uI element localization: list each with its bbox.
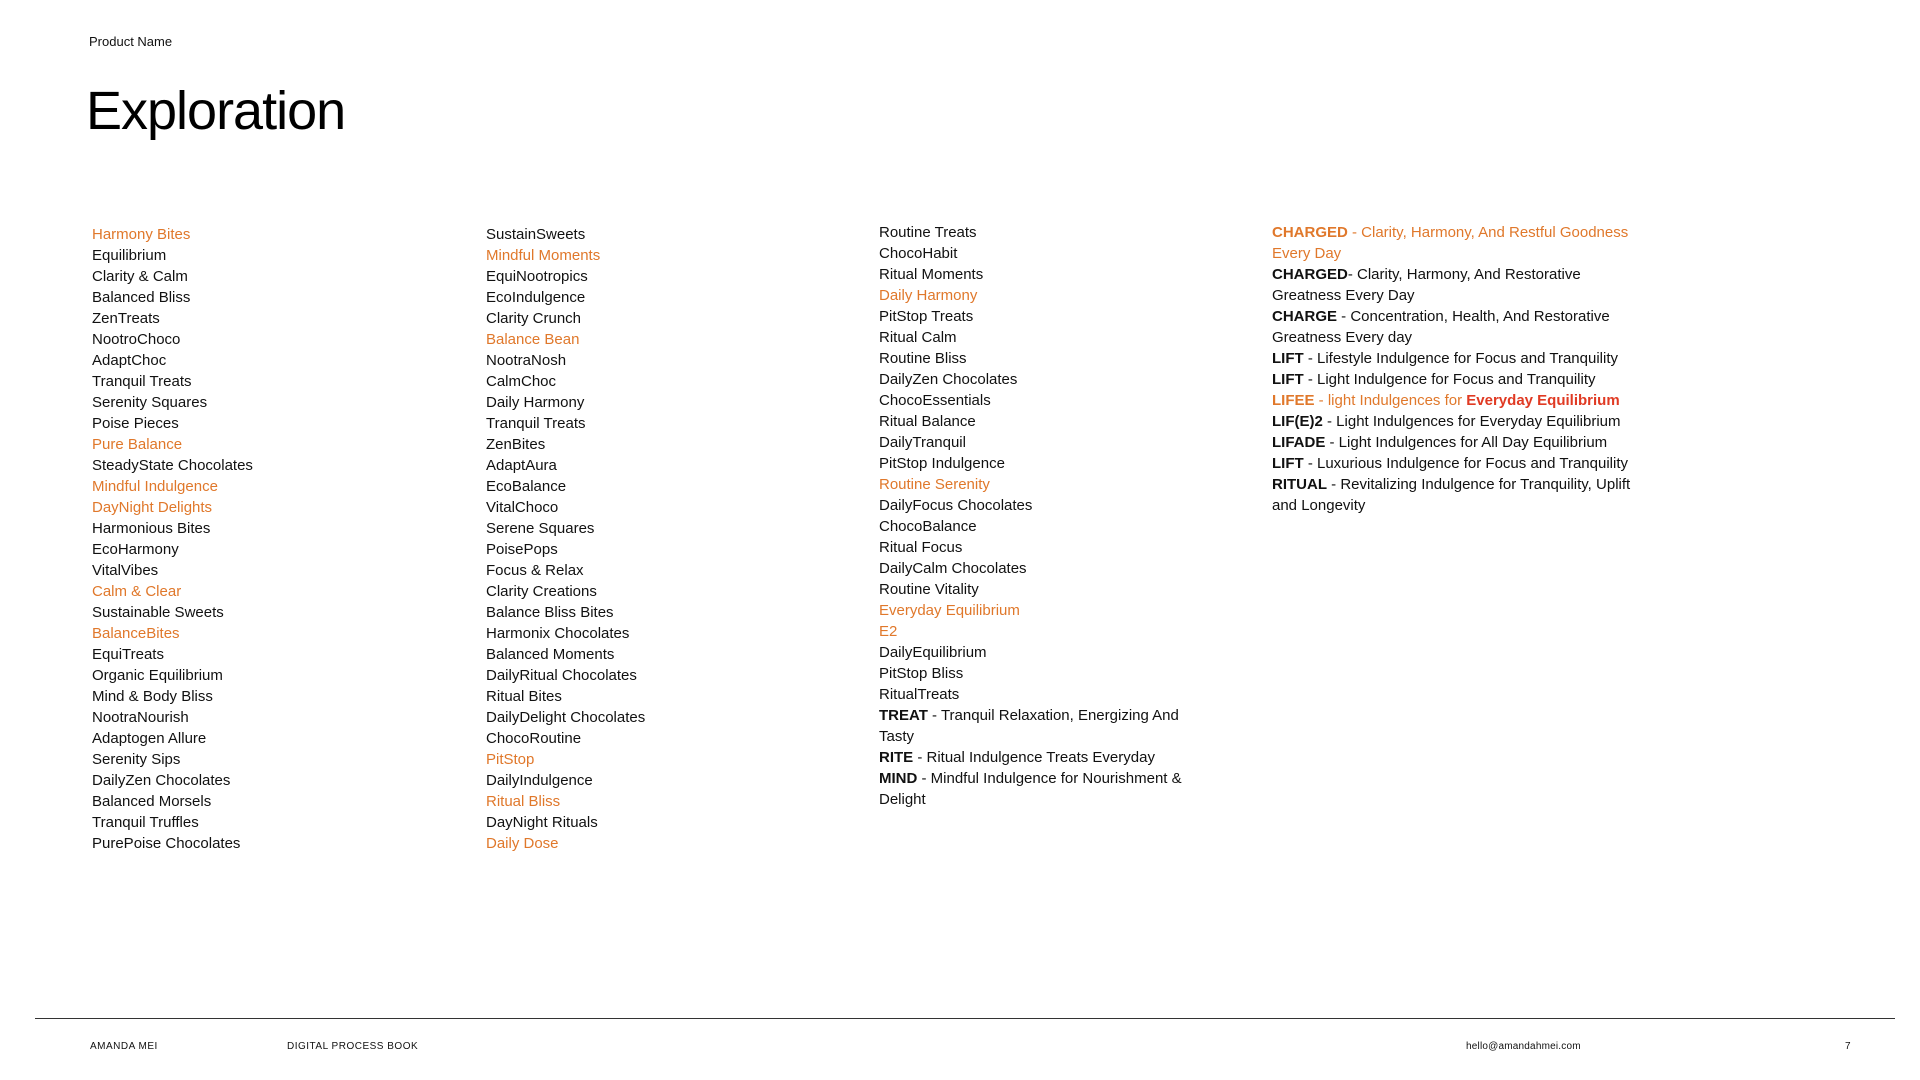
name-item: PitStop Bliss bbox=[879, 665, 964, 682]
name-item: EcoIndulgence bbox=[486, 289, 586, 306]
acronym-word: CHARGED bbox=[1272, 224, 1348, 241]
name-item: EcoHarmony bbox=[92, 541, 179, 558]
name-item: Balance Bliss Bites bbox=[486, 604, 614, 621]
acronym-description: - Light Indulgence for Focus and Tranquility bbox=[1303, 371, 1596, 388]
page-title: Exploration bbox=[86, 81, 346, 141]
name-item: ChocoBalance bbox=[879, 518, 977, 535]
name-item: SteadyState Chocolates bbox=[92, 457, 253, 474]
acronym-list-column-4 bbox=[1272, 222, 1632, 516]
name-item: Ritual Focus bbox=[879, 539, 963, 556]
acronym-description: - Tranquil Relaxation, Energizing And Tasty bbox=[879, 707, 1179, 745]
name-item: DailyEquilibrium bbox=[879, 644, 987, 661]
acronym-item bbox=[1272, 222, 1632, 264]
name-item: Serene Squares bbox=[486, 520, 595, 537]
acronym-item bbox=[1272, 474, 1632, 516]
name-item: Daily Dose bbox=[486, 835, 559, 852]
acronym-description: - Clarity, Harmony, And Restful Goodness Every Day bbox=[1272, 224, 1629, 262]
name-item: PurePoise Chocolates bbox=[92, 835, 241, 852]
name-item: Routine Bliss bbox=[879, 350, 967, 367]
name-item: NootraNosh bbox=[486, 352, 567, 369]
acronym-item bbox=[1272, 306, 1632, 348]
name-item: Routine Vitality bbox=[879, 581, 979, 598]
footer-book-title: DIGITAL PROCESS BOOK bbox=[287, 1041, 419, 1052]
name-item: Sustainable Sweets bbox=[92, 604, 224, 621]
acronym-word: CHARGE bbox=[1272, 308, 1338, 325]
name-item: VitalVibes bbox=[92, 562, 159, 579]
name-item: RitualTreats bbox=[879, 686, 960, 703]
name-list-column-2 bbox=[486, 224, 846, 854]
name-item: ZenBites bbox=[486, 436, 546, 453]
name-item: Balanced Morsels bbox=[92, 793, 212, 810]
name-item: Daily Harmony bbox=[486, 394, 585, 411]
name-item: DailyCalm Chocolates bbox=[879, 560, 1027, 577]
acronym-word: TREAT bbox=[879, 707, 928, 724]
name-item: Equilibrium bbox=[92, 247, 167, 264]
acronym-word: LIF(E)2 bbox=[1272, 413, 1323, 430]
name-item: Balance Bean bbox=[486, 331, 580, 348]
acronym-item bbox=[1272, 369, 1632, 390]
name-item: DailyIndulgence bbox=[486, 772, 593, 789]
name-item: Clarity Crunch bbox=[486, 310, 582, 327]
name-item: Ritual Calm bbox=[879, 329, 957, 346]
name-item: Routine Serenity bbox=[879, 476, 990, 493]
name-item: PitStop Indulgence bbox=[879, 455, 1005, 472]
acronym-item bbox=[879, 747, 1209, 768]
name-item: Harmony Bites bbox=[92, 226, 191, 243]
acronym-description: - Ritual Indulgence Treats Everyday bbox=[913, 749, 1155, 766]
acronym-description: - Concentration, Health, And Restorative Greatness Every day bbox=[1272, 308, 1610, 346]
acronym-description: - Mindful Indulgence for Nourishment & Delight bbox=[879, 770, 1182, 808]
name-item: Ritual Balance bbox=[879, 413, 976, 430]
acronym-item bbox=[1272, 348, 1632, 369]
acronym-description: - Revitalizing Indulgence for Tranquility, Uplift and Longevity bbox=[1272, 476, 1631, 514]
name-item: Daily Harmony bbox=[879, 287, 978, 304]
name-item: DailyTranquil bbox=[879, 434, 966, 451]
name-item: Tranquil Treats bbox=[92, 373, 192, 390]
name-item: AdaptAura bbox=[486, 457, 557, 474]
acronym-item bbox=[879, 768, 1209, 810]
acronym-word: LIFT bbox=[1272, 350, 1304, 367]
name-item: Balanced Moments bbox=[486, 646, 615, 663]
name-item: AdaptChoc bbox=[92, 352, 167, 369]
name-item: Poise Pieces bbox=[92, 415, 179, 432]
name-item: CalmChoc bbox=[486, 373, 557, 390]
name-item: DailyFocus Chocolates bbox=[879, 497, 1033, 514]
acronym-word: LIFADE bbox=[1272, 434, 1326, 451]
name-item: Serenity Sips bbox=[92, 751, 181, 768]
name-item: Routine Treats bbox=[879, 224, 977, 241]
name-item: Everyday Equilibrium bbox=[879, 602, 1020, 619]
acronym-item bbox=[1272, 432, 1632, 453]
name-item: ChocoRoutine bbox=[486, 730, 582, 747]
acronym-word: CHARGED bbox=[1272, 266, 1348, 283]
acronym-word: LIFT bbox=[1272, 455, 1304, 472]
acronym-word: MIND bbox=[879, 770, 918, 787]
name-item: Ritual Bliss bbox=[486, 793, 561, 810]
page-number: 7 bbox=[1845, 1041, 1852, 1052]
name-item: NootroChoco bbox=[92, 331, 181, 348]
name-item: DailyRitual Chocolates bbox=[486, 667, 637, 684]
acronym-description: - Light Indulgences for All Day Equilibrium bbox=[1325, 434, 1608, 451]
name-item: PitStop bbox=[486, 751, 535, 768]
acronym-word: RITUAL bbox=[1272, 476, 1327, 493]
acronym-item bbox=[879, 705, 1209, 747]
name-item: ChocoHabit bbox=[879, 245, 958, 262]
acronym-description: - Light Indulgences for Everyday Equilibrium bbox=[1322, 413, 1621, 430]
name-item: DayNight Rituals bbox=[486, 814, 598, 831]
product-name: Product Name bbox=[89, 34, 173, 49]
name-item: Pure Balance bbox=[92, 436, 183, 453]
acronym-emphasis: Everyday Equilibrium bbox=[1466, 392, 1620, 409]
acronym-description: - light Indulgences for bbox=[1314, 392, 1467, 409]
name-item: PoisePops bbox=[486, 541, 558, 558]
name-item: Organic Equilibrium bbox=[92, 667, 223, 684]
name-item: Mindful Indulgence bbox=[92, 478, 218, 495]
name-item: NootraNourish bbox=[92, 709, 189, 726]
name-item: Clarity Creations bbox=[486, 583, 597, 600]
footer-divider bbox=[35, 1018, 1895, 1019]
name-item: DailyZen Chocolates bbox=[879, 371, 1018, 388]
name-item: ZenTreats bbox=[92, 310, 160, 327]
name-item: Mind & Body Bliss bbox=[92, 688, 213, 705]
name-item: DayNight Delights bbox=[92, 499, 213, 516]
acronym-description: - Lifestyle Indulgence for Focus and Tranquility bbox=[1303, 350, 1618, 367]
name-item: E2 bbox=[879, 623, 898, 640]
name-list-column-3 bbox=[879, 222, 1209, 810]
name-item: PitStop Treats bbox=[879, 308, 974, 325]
acronym-word: LIFEE bbox=[1272, 392, 1315, 409]
acronym-description: - Clarity, Harmony, And Restorative Greatness Every Day bbox=[1272, 266, 1581, 304]
acronym-description: - Luxurious Indulgence for Focus and Tranquility bbox=[1303, 455, 1629, 472]
name-item: EcoBalance bbox=[486, 478, 567, 495]
name-item: ChocoEssentials bbox=[879, 392, 991, 409]
footer-author: AMANDA MEI bbox=[90, 1041, 158, 1052]
acronym-item bbox=[1272, 411, 1632, 432]
name-list-column-1 bbox=[92, 224, 452, 854]
name-item: EquiNootropics bbox=[486, 268, 588, 285]
name-item: DailyZen Chocolates bbox=[92, 772, 231, 789]
acronym-word: RITE bbox=[879, 749, 914, 766]
acronym-word: LIFT bbox=[1272, 371, 1304, 388]
acronym-item bbox=[1272, 390, 1632, 411]
name-item: Harmonious Bites bbox=[92, 520, 211, 537]
name-item: SustainSweets bbox=[486, 226, 586, 243]
name-item: DailyDelight Chocolates bbox=[486, 709, 646, 726]
name-item: Mindful Moments bbox=[486, 247, 601, 264]
footer-email: hello@amandahmei.com bbox=[1466, 1041, 1581, 1052]
name-item: Focus & Relax bbox=[486, 562, 584, 579]
acronym-item bbox=[1272, 264, 1632, 306]
name-item: Tranquil Truffles bbox=[92, 814, 199, 831]
name-item: Clarity & Calm bbox=[92, 268, 188, 285]
name-item: Serenity Squares bbox=[92, 394, 208, 411]
name-item: Adaptogen Allure bbox=[92, 730, 207, 747]
name-item: Calm & Clear bbox=[92, 583, 182, 600]
name-item: Ritual Bites bbox=[486, 688, 562, 705]
name-item: Tranquil Treats bbox=[486, 415, 586, 432]
name-item: Harmonix Chocolates bbox=[486, 625, 630, 642]
name-item: BalanceBites bbox=[92, 625, 180, 642]
name-item: Ritual Moments bbox=[879, 266, 984, 283]
acronym-item bbox=[1272, 453, 1632, 474]
name-item: VitalChoco bbox=[486, 499, 559, 516]
name-item: Balanced Bliss bbox=[92, 289, 191, 306]
name-item: EquiTreats bbox=[92, 646, 164, 663]
